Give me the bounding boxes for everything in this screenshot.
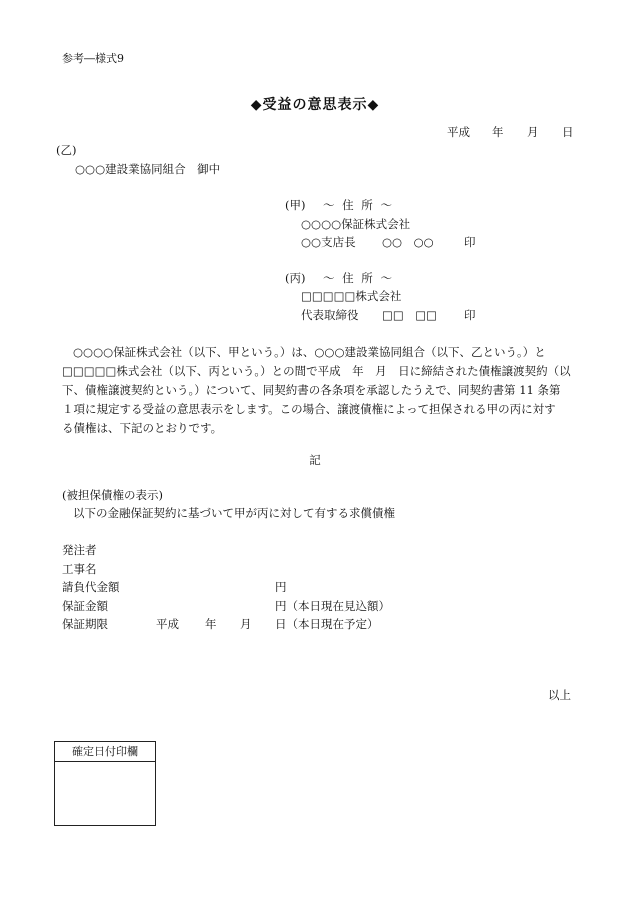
certified-date-stamp-box (54, 741, 156, 826)
period-label: 保証期限 (62, 617, 108, 631)
closing-text: 以上 (548, 688, 571, 702)
body-paragraph (62, 343, 574, 438)
contract-amount-label: 請負代金額 (62, 580, 120, 594)
secured-description: 以下の金融保証契約に基づいて甲が丙に対して有する求償債権 (73, 506, 395, 520)
period-day: 日（本日現在予定） (275, 617, 379, 631)
recipient-name: ○○○建設業協同組合 御中 (75, 162, 221, 176)
party-c-seal: 印 (464, 308, 476, 322)
body-line: 下、債権譲渡契約という。）について、同契約書の各条項を承認したうえで、同契約書第 11 条第 (62, 383, 561, 397)
party-c-label: (丙) (285, 271, 306, 285)
party-a-name: ○○ ○○ (382, 235, 434, 249)
period-year: 年 (205, 617, 217, 631)
party-c-company: □□□□□株式会社 (301, 289, 402, 303)
project-label: 工事名 (62, 562, 97, 576)
recipient-party: (乙) (56, 143, 77, 157)
date-day: 日 (562, 125, 574, 139)
body-line: る債権は、下記のとおりです。 (62, 421, 223, 435)
party-c-name: □□ □□ (382, 308, 437, 322)
contract-amount-unit: 円 (275, 580, 287, 594)
party-a-company: ○○○○保証株式会社 (301, 217, 411, 231)
body-line: ○○○○保証株式会社（以下、甲という。）は、○○○建設業協同組合（以下、乙という。）と (73, 345, 546, 359)
date-month: 月 (527, 125, 539, 139)
stamp-box-title: 確定日付印欄 (55, 742, 155, 762)
page-title: ◆受益の意思表示◆ (250, 97, 380, 113)
body-line: １項に規定する受益の意思表示をします。この場合、譲渡債権によって担保される甲の丙に対す (62, 402, 556, 416)
party-a-address: ～ 住 所 ～ (323, 198, 394, 212)
form-label: 参考―様式9 (62, 52, 124, 65)
party-a-seal: 印 (464, 235, 476, 249)
period-month: 月 (240, 617, 252, 631)
guarantee-amount-label: 保証金額 (62, 599, 108, 613)
date-era: 平成 (447, 125, 470, 139)
ki-mark: 記 (309, 453, 321, 467)
guarantee-amount-unit: 円（本日現在見込額） (275, 599, 390, 613)
party-a-role: ○○支店長 (301, 235, 356, 249)
party-a-label: (甲) (285, 198, 306, 212)
period-era: 平成 (156, 617, 179, 631)
party-c-address: ～ 住 所 ～ (323, 271, 394, 285)
date-year: 年 (492, 125, 504, 139)
party-c-role: 代表取締役 (301, 308, 359, 322)
secured-heading: (被担保債権の表示) (62, 488, 163, 502)
body-line: □□□□□株式会社（以下、丙という。）との間で平成 年 月 日に締結された債権譲渡契約（以 (62, 364, 571, 378)
orderer-label: 発注者 (62, 543, 97, 557)
